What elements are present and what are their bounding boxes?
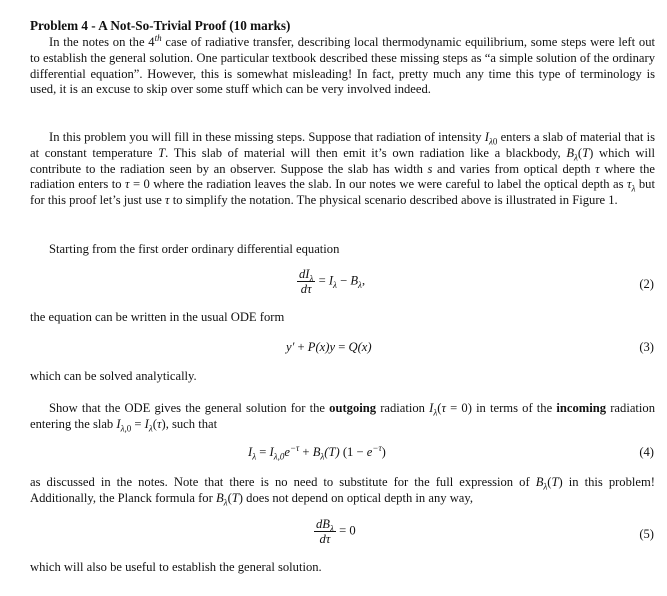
paragraph-analytic: which can be solved analytically. — [30, 369, 197, 383]
equation-5-body: $\frac{dB_\lambda}{d\tau}$ = 0 — [316, 517, 356, 546]
equation-5-number: (5) — [639, 527, 654, 541]
equation-2 — [0, 265, 667, 301]
equation-5 — [0, 517, 667, 553]
paragraph-setup: In this problem you will fill in these missing steps. Suppose that radiation of intensity $I_{\lambda 0}$ enters a slab of material that is at constant temperature T. This slab of material will then emit it’s own radiation like a blackbody, $B_\lambda(T)$ which will contribute to the radiation seen by an observer. Suppose the slab has width s and varies from optical depth τ where the radiation enters to τ = 0 where the radiation leaves the slab. In our notes we were careful to label the optical depth as $\tau_\lambda$ but for this proof let’s just use τ to simplify the notation. The physical scenario described above is illustrated in Figure 1. — [30, 130, 656, 208]
equation-2-body: $\frac{dI_\lambda}{d\tau}$ = $I_\lambda - B_\lambda$, — [299, 267, 366, 296]
paragraph-closing: which will also be useful to establish the general solution. — [30, 560, 322, 574]
paragraph-ode-intro: Starting from the first order ordinary differential equation — [49, 242, 340, 256]
equation-3-number: (3) — [639, 340, 654, 354]
equation-4-number: (4) — [639, 445, 654, 459]
paragraph-planck: as discussed in the notes. Note that there is no need to substitute for the full expression of $B_\lambda(T)$ in this problem! Additionally, the Planck formula for $B_\lambda(T)$ does not depend on optical depth in any way, — [30, 475, 655, 508]
paragraph-ode-form: the equation can be written in the usual ODE form — [30, 310, 285, 324]
equation-2-number: (2) — [639, 277, 654, 291]
paragraph-intro-text: In the notes on the 4th case of radiative transfer, describing local thermodynamic equilibrium, some steps were left out to establish the general solution. One particular textbook described these missing steps as “a simple solution of the ordinary differential equation”. However, this is somewhat misleading! In fact, pretty much any time this type of terminology is used, it is an excuse to skip over some stuff which can be very involved indeed. — [30, 32, 655, 97]
paragraph-intro — [30, 32, 655, 98]
equation-4 — [0, 442, 667, 465]
equation-3 — [0, 340, 667, 360]
equation-3-body: y′ + P(x)y = Q(x) — [286, 340, 372, 354]
problem-title: Problem 4 - A Not-So-Trivial Proof (10 marks) — [30, 18, 291, 33]
paragraph-show: Show that the ODE gives the general solution for the outgoing radiation $I_\lambda(\tau = 0)$ in terms of the incoming radiation entering the slab $I_{\lambda,0} = I_\lambda(\tau)$, such that — [30, 401, 655, 434]
equation-4-body: $I_\lambda = I_{\lambda,0}e^{-\tau} + B_\lambda(T) (1 - e^{-\tau})$ — [248, 442, 386, 462]
